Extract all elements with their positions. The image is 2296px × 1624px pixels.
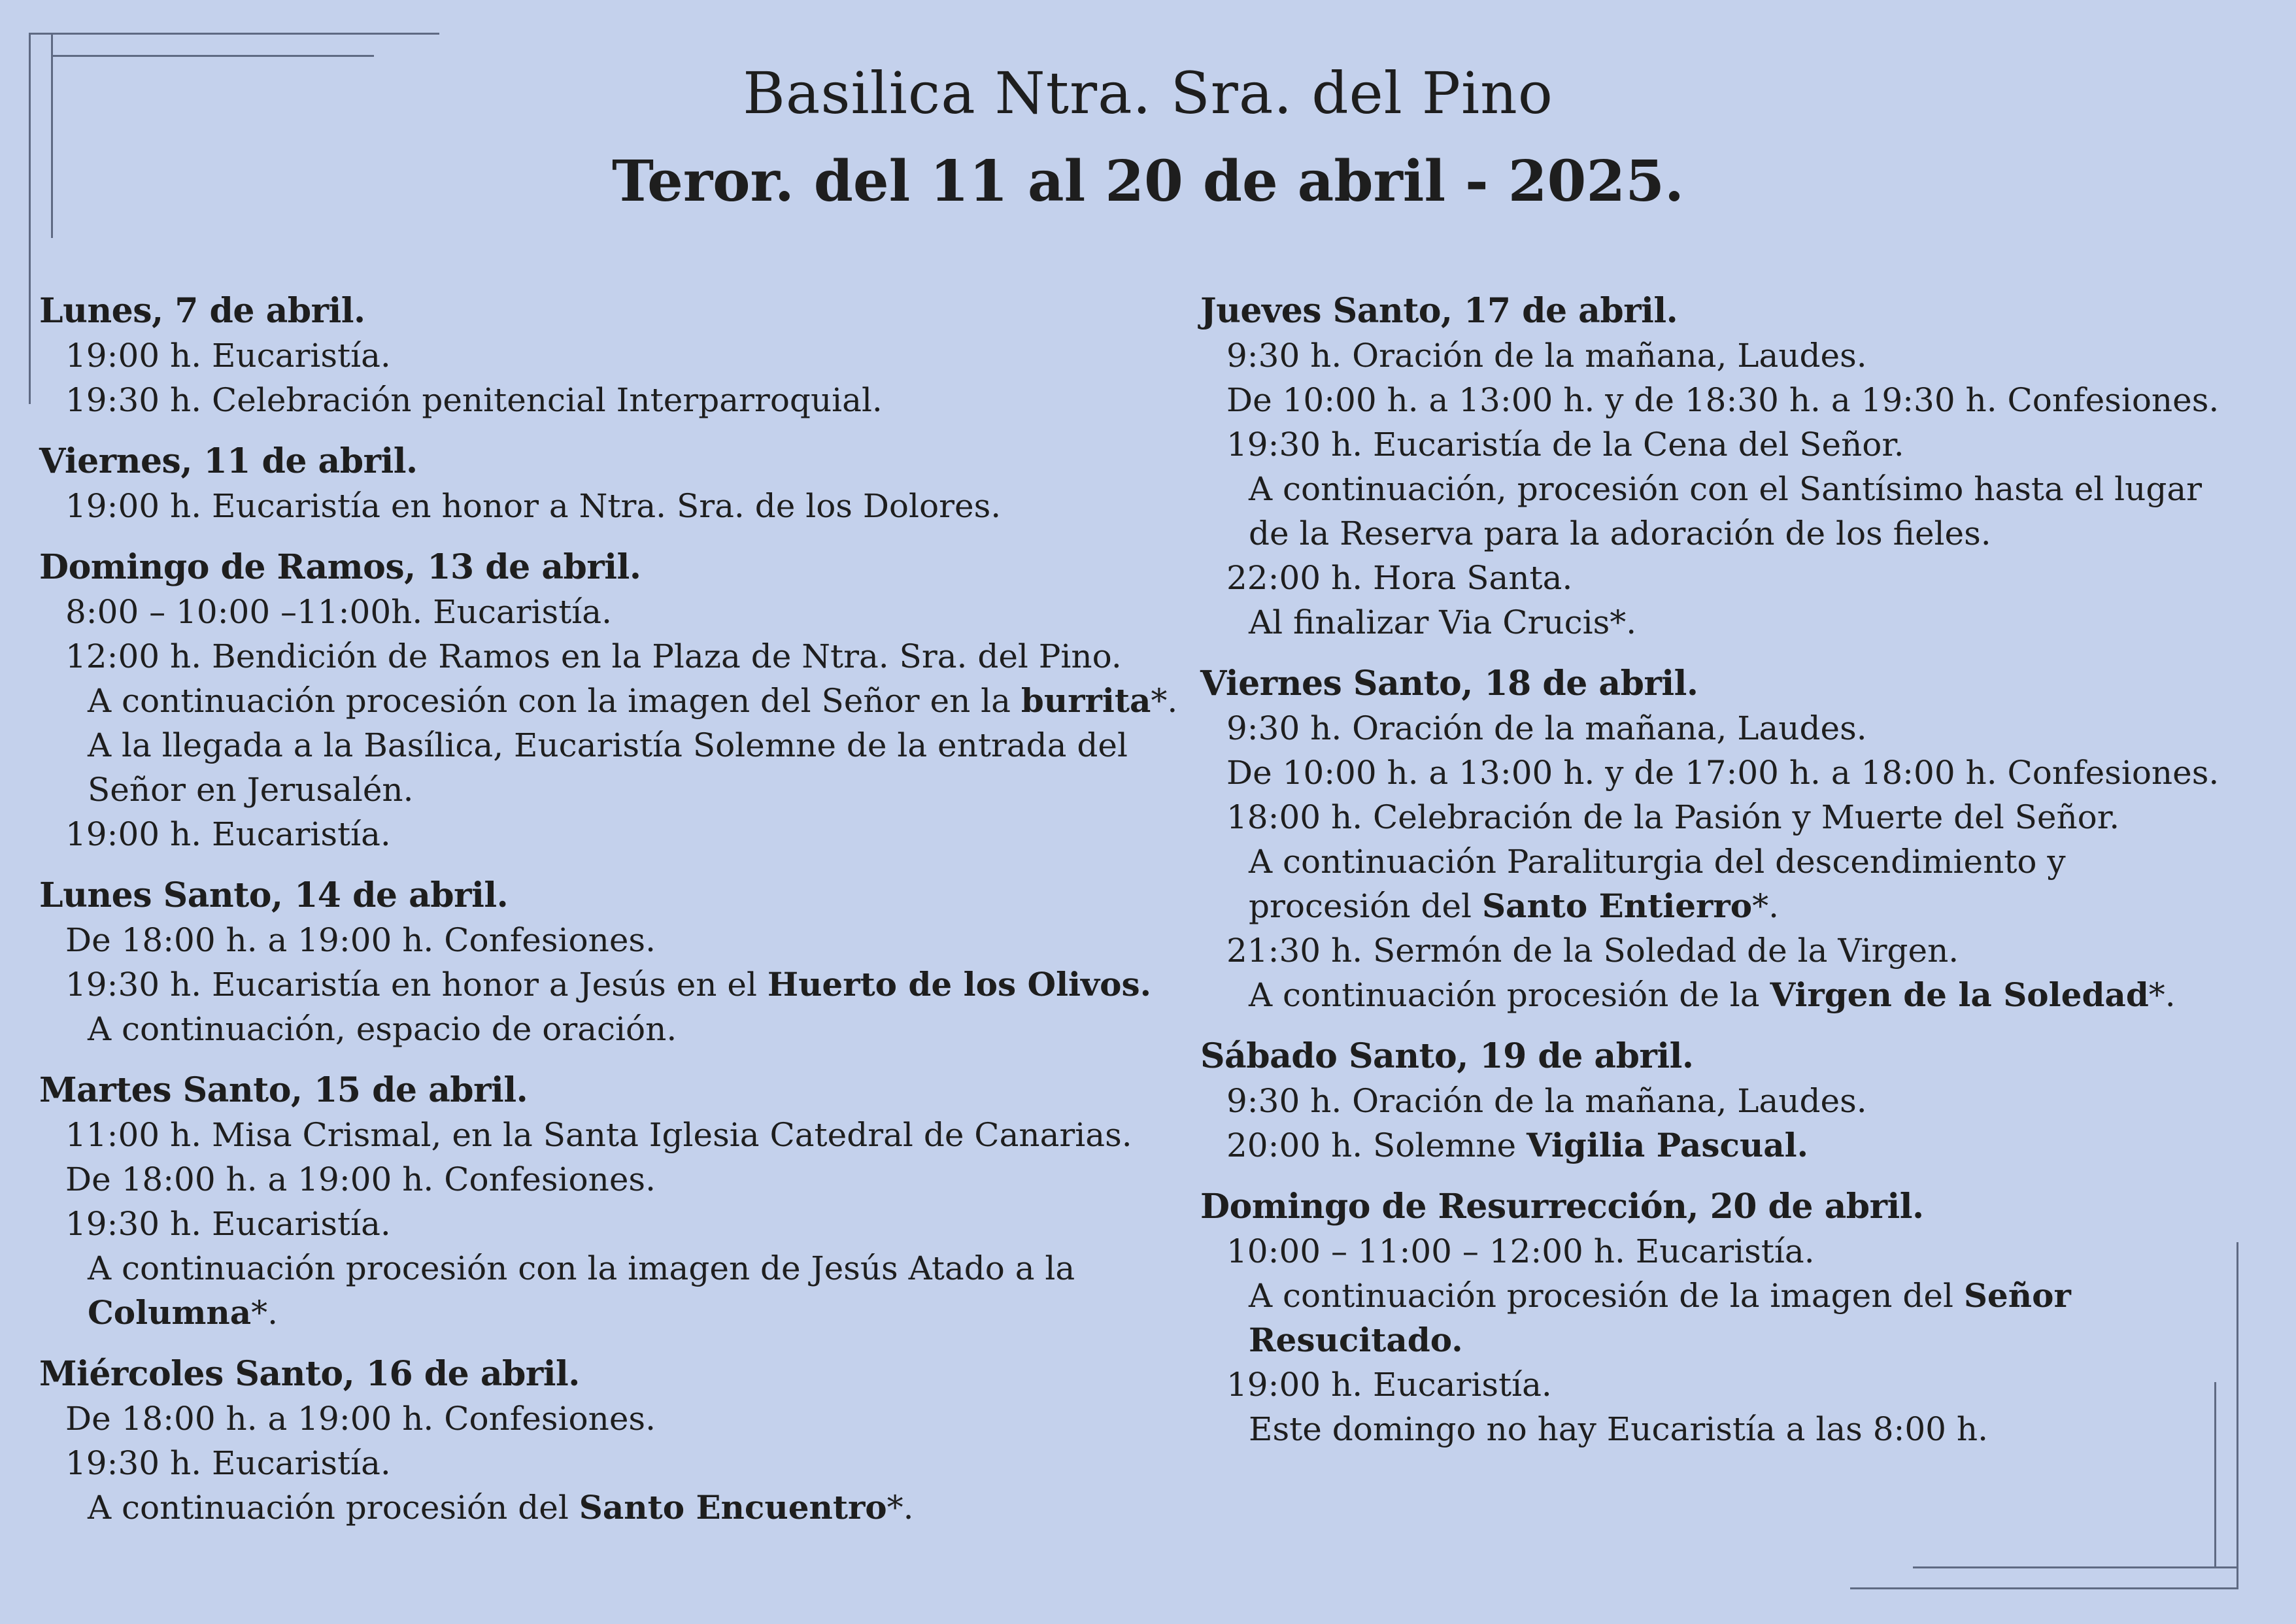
schedule-line	[39, 768, 1151, 812]
schedule-day	[39, 1352, 1151, 1530]
schedule-day	[39, 289, 1151, 422]
schedule-day	[1200, 662, 2266, 1017]
line-text: De 10:00 h. a 13:00 h. y de 18:30 h. a 19:30 h. Confesiones.	[1226, 381, 2220, 419]
line-text: 19:30 h. Eucaristía.	[65, 1205, 391, 1243]
schedule-line	[1200, 1079, 2266, 1123]
line-text: A continuación procesión con la imagen de Jesús Atado a la	[88, 1249, 1075, 1287]
line-text: *.	[2148, 976, 2176, 1014]
schedule-line	[1200, 1229, 2266, 1274]
highlighted-text: Vigilia Pascual.	[1527, 1126, 1809, 1164]
schedule-column-left	[39, 289, 1178, 1547]
schedule-line	[1200, 795, 2266, 839]
schedule-line	[39, 378, 1151, 422]
schedule-day	[39, 1068, 1151, 1335]
schedule-line	[39, 1291, 1151, 1335]
page-header	[0, 51, 2296, 228]
schedule-line	[1200, 1318, 2266, 1362]
schedule-line	[1200, 333, 2266, 378]
highlighted-text: Virgen de la Soledad	[1770, 975, 2149, 1014]
day-title: Jueves Santo, 17 de abril.	[1200, 291, 1678, 331]
schedule-line	[39, 1441, 1151, 1485]
corner-frame-bottom-right-h1	[1850, 1587, 2238, 1589]
schedule-day	[39, 873, 1151, 1051]
line-text: A continuación procesión del	[88, 1489, 579, 1527]
line-text: 22:00 h. Hora Santa.	[1226, 559, 1573, 597]
day-title: Domingo de Resurrección, 20 de abril.	[1200, 1187, 1924, 1226]
schedule-day	[39, 439, 1151, 528]
schedule-line	[1200, 706, 2266, 751]
schedule-line	[1200, 511, 2266, 556]
schedule-line	[1200, 600, 2266, 645]
schedule-line	[39, 1396, 1151, 1441]
line-text: A continuación procesión de la imagen del	[1249, 1277, 1964, 1315]
page-title: Basilica Ntra. Sra. del Pino	[743, 59, 1553, 127]
line-text: 10:00 – 11:00 – 12:00 h. Eucaristía.	[1226, 1232, 1815, 1270]
day-title: Lunes, 7 de abril.	[39, 291, 365, 331]
schedule-line	[1200, 378, 2266, 422]
line-text: Señor en Jerusalén.	[88, 771, 414, 809]
schedule-day	[1200, 1185, 2266, 1451]
day-title: Martes Santo, 15 de abril.	[39, 1070, 528, 1110]
line-text: *.	[251, 1294, 279, 1332]
line-text: procesión del	[1249, 887, 1482, 925]
schedule-line	[39, 1485, 1151, 1530]
page-subtitle: Teror. del 11 al 20 de abril - 2025.	[611, 148, 1684, 214]
highlighted-text: Santo Encuentro	[579, 1488, 887, 1527]
line-text: De 18:00 h. a 19:00 h. Confesiones.	[65, 1160, 656, 1198]
line-text: 21:30 h. Sermón de la Soledad de la Virgen.	[1226, 932, 1959, 970]
schedule-line	[39, 812, 1151, 856]
schedule-line	[1200, 751, 2266, 795]
schedule-day	[1200, 289, 2266, 645]
day-title: Domingo de Ramos, 13 de abril.	[39, 547, 641, 587]
line-text: 11:00 h. Misa Crismal, en la Santa Iglesia Catedral de Canarias.	[65, 1116, 1132, 1154]
schedule-line	[39, 918, 1151, 962]
highlighted-text: Santo Entierro	[1481, 887, 1753, 925]
line-text: De 18:00 h. a 19:00 h. Confesiones.	[65, 1400, 656, 1438]
schedule-line	[1200, 422, 2266, 467]
highlighted-text: Huerto de los Olivos.	[767, 965, 1152, 1004]
line-text: 19:00 h. Eucaristía.	[1226, 1366, 1552, 1404]
schedule-line	[39, 679, 1178, 723]
schedule-line	[39, 1113, 1151, 1157]
corner-frame-bottom-right-h2	[1913, 1566, 2238, 1568]
day-title: Viernes Santo, 18 de abril.	[1200, 664, 1698, 703]
schedule-day	[1200, 1034, 2266, 1168]
day-title: Viernes, 11 de abril.	[39, 441, 418, 481]
line-text: 9:30 h. Oración de la mañana, Laudes.	[1226, 1082, 1867, 1120]
highlighted-text: Resucitado.	[1249, 1321, 1463, 1359]
schedule-line	[1200, 928, 2266, 973]
line-text: 18:00 h. Celebración de la Pasión y Muerte del Señor.	[1226, 798, 2120, 836]
line-text: A continuación, espacio de oración.	[88, 1010, 677, 1048]
schedule-line	[1200, 556, 2266, 600]
schedule-line	[39, 484, 1151, 528]
line-text: 19:30 h. Eucaristía en honor a Jesús en el	[65, 966, 768, 1004]
schedule-line	[39, 1202, 1151, 1246]
line-text: Este domingo no hay Eucaristía a las 8:00 h.	[1249, 1410, 1988, 1448]
schedule-line	[39, 1007, 1151, 1051]
line-text: 8:00 – 10:00 –11:00h. Eucaristía.	[65, 593, 612, 631]
schedule-line	[1200, 1274, 2266, 1318]
schedule-line	[39, 634, 1151, 679]
schedule-day	[39, 545, 1178, 856]
schedule-line	[1200, 1123, 2266, 1168]
line-text: De 18:00 h. a 19:00 h. Confesiones.	[65, 921, 656, 959]
schedule-line	[1200, 884, 2266, 928]
schedule-line	[39, 333, 1151, 378]
line-text: *.	[1752, 887, 1779, 925]
line-text: 19:00 h. Eucaristía.	[65, 337, 391, 375]
line-text: 19:30 h. Eucaristía.	[65, 1444, 391, 1482]
schedule-line	[39, 962, 1151, 1007]
line-text: A continuación Paraliturgia del descendimiento y	[1249, 843, 2066, 881]
highlighted-text: Señor	[1963, 1276, 2071, 1315]
line-text: 12:00 h. Bendición de Ramos en la Plaza de Ntra. Sra. del Pino.	[65, 637, 1122, 675]
schedule-line	[1200, 973, 2266, 1017]
line-text: *.	[886, 1489, 914, 1527]
line-text: 19:30 h. Eucaristía de la Cena del Señor.	[1226, 426, 1904, 464]
schedule-line	[1200, 1407, 2266, 1451]
schedule-line	[1200, 1362, 2266, 1407]
day-title: Miércoles Santo, 16 de abril.	[39, 1354, 580, 1394]
corner-frame-top-left-h1	[29, 33, 439, 35]
line-text: A continuación procesión de la	[1249, 976, 1770, 1014]
line-text: De 10:00 h. a 13:00 h. y de 17:00 h. a 18:00 h. Confesiones.	[1226, 754, 2220, 792]
schedule-line	[1200, 839, 2266, 884]
schedule-column-right	[1200, 289, 2266, 1468]
line-text: 9:30 h. Oración de la mañana, Laudes.	[1226, 709, 1867, 747]
line-text: *.	[1151, 682, 1178, 720]
schedule-line	[39, 590, 1151, 634]
line-text: 19:00 h. Eucaristía en honor a Ntra. Sra. de los Dolores.	[65, 487, 1002, 525]
line-text: A continuación procesión con la imagen del Señor en la	[88, 682, 1021, 720]
schedule-line	[1200, 467, 2266, 511]
day-title: Sábado Santo, 19 de abril.	[1200, 1036, 1694, 1076]
line-text: Al finalizar Via Crucis*.	[1249, 603, 1637, 641]
line-text: 20:00 h. Solemne	[1226, 1126, 1527, 1164]
schedule-line	[39, 1246, 1151, 1291]
line-text: A continuación, procesión con el Santísimo hasta el lugar	[1249, 470, 2203, 508]
line-text: 19:00 h. Eucaristía.	[65, 815, 391, 853]
schedule-line	[39, 723, 1151, 768]
schedule-line	[39, 1157, 1151, 1202]
day-title: Lunes Santo, 14 de abril.	[39, 875, 509, 915]
highlighted-text: Columna	[88, 1293, 252, 1332]
line-text: de la Reserva para la adoración de los fieles.	[1249, 515, 1991, 552]
line-text: 9:30 h. Oración de la mañana, Laudes.	[1226, 337, 1867, 375]
highlighted-text: burrita	[1021, 681, 1151, 720]
line-text: A la llegada a la Basílica, Eucaristía Solemne de la entrada del	[88, 726, 1128, 764]
line-text: 19:30 h. Celebración penitencial Interparroquial.	[65, 381, 883, 419]
